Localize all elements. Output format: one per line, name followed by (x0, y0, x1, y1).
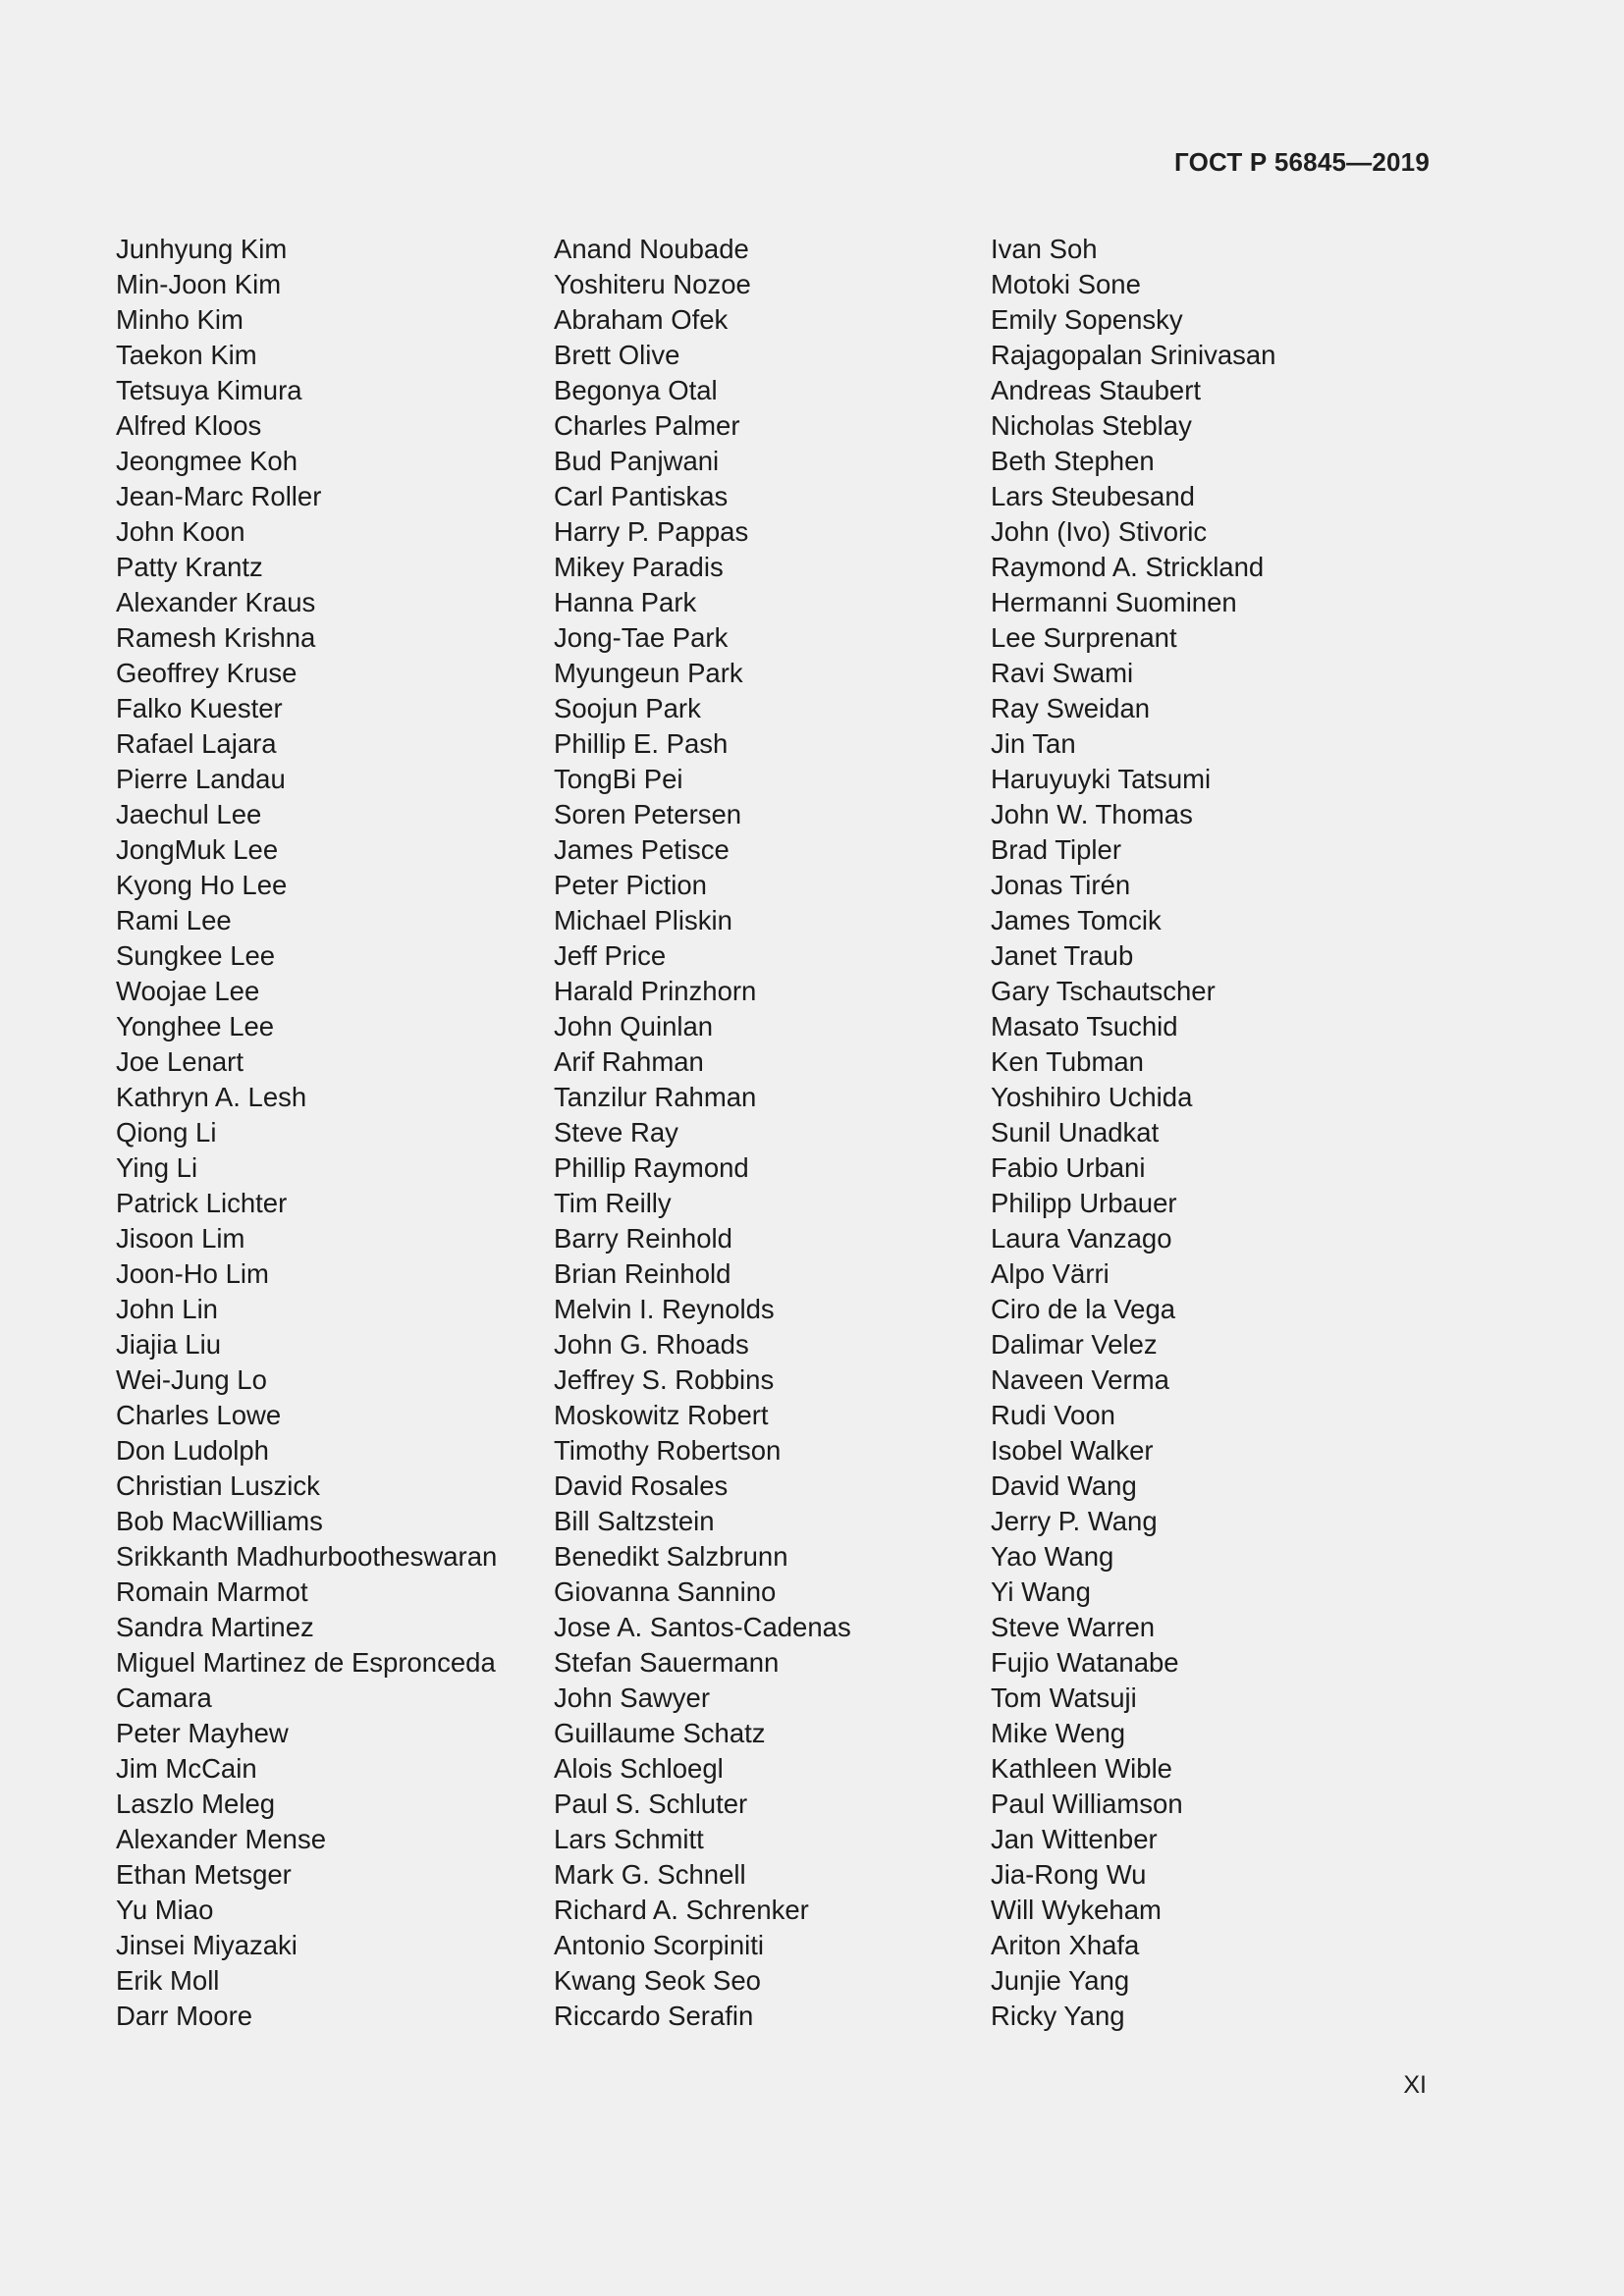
names-column-2 (554, 232, 851, 2034)
name-entry: Srikkanth Madhurbootheswaran (116, 1541, 498, 1572)
name-entry: Patty Krantz (116, 552, 263, 582)
name-entry: Alpo Värri (991, 1258, 1110, 1289)
name-entry: Mikey Paradis (554, 552, 724, 582)
name-entry: Ricky Yang (991, 2001, 1125, 2031)
name-entry: Miguel Martinez de Espronceda (116, 1647, 496, 1678)
name-entry: Soren Petersen (554, 799, 742, 829)
name-entry: Wei-Jung Lo (116, 1364, 267, 1395)
name-entry: Emily Sopensky (991, 304, 1183, 335)
name-entry: Lee Surprenant (991, 622, 1177, 653)
name-entry: Alexander Kraus (116, 587, 316, 617)
name-entry: Bud Panjwani (554, 446, 720, 476)
name-entry: Ray Sweidan (991, 693, 1151, 723)
name-entry: Stefan Sauermann (554, 1647, 780, 1678)
name-entry: Ravi Swami (991, 658, 1134, 688)
name-entry: Bob MacWilliams (116, 1506, 323, 1536)
page-number: XI (1403, 2071, 1427, 2099)
name-entry: Tim Reilly (554, 1188, 672, 1218)
name-entry: Minho Kim (116, 304, 244, 335)
name-entry: Yoshiteru Nozoe (554, 269, 751, 299)
name-entry: Sungkee Lee (116, 940, 276, 971)
name-entry: Jeffrey S. Robbins (554, 1364, 775, 1395)
name-entry: Romain Marmot (116, 1576, 308, 1607)
name-entry: Bill Saltzstein (554, 1506, 715, 1536)
name-entry: Phillip Raymond (554, 1152, 749, 1183)
name-entry: Raymond A. Strickland (991, 552, 1265, 582)
name-entry: Joon-Ho Lim (116, 1258, 269, 1289)
name-entry: Charles Lowe (116, 1400, 282, 1430)
name-entry: Tanzilur Rahman (554, 1082, 757, 1112)
name-entry: Camara (116, 1682, 212, 1713)
name-entry: Ken Tubman (991, 1046, 1144, 1077)
name-entry: James Petisce (554, 834, 730, 865)
name-entry: John (Ivo) Stivoric (991, 516, 1208, 547)
name-entry: Ying Li (116, 1152, 198, 1183)
name-entry: Riccardo Serafin (554, 2001, 754, 2031)
name-entry: Ivan Soh (991, 234, 1098, 264)
name-entry: Janet Traub (991, 940, 1134, 971)
name-entry: Mike Weng (991, 1718, 1126, 1748)
name-entry: David Wang (991, 1470, 1137, 1501)
name-entry: Haruyuyki Tatsumi (991, 764, 1212, 794)
name-entry: Begonya Otal (554, 375, 718, 405)
name-entry: Dalimar Velez (991, 1329, 1158, 1360)
name-entry: Lars Steubesand (991, 481, 1195, 511)
name-entry: Ramesh Krishna (116, 622, 316, 653)
name-entry: Brad Tipler (991, 834, 1121, 865)
name-entry: Joe Lenart (116, 1046, 244, 1077)
name-entry: JongMuk Lee (116, 834, 279, 865)
name-entry: Naveen Verma (991, 1364, 1169, 1395)
name-entry: Geoffrey Kruse (116, 658, 298, 688)
name-entry: David Rosales (554, 1470, 729, 1501)
name-entry: Moskowitz Robert (554, 1400, 769, 1430)
name-entry: John Koon (116, 516, 245, 547)
name-entry: Kyong Ho Lee (116, 870, 288, 900)
name-entry: Soojun Park (554, 693, 701, 723)
name-entry: TongBi Pei (554, 764, 683, 794)
name-entry: Anand Noubade (554, 234, 749, 264)
name-entry: Jean-Marc Roller (116, 481, 322, 511)
name-entry: Jia-Rong Wu (991, 1859, 1147, 1890)
name-entry: Min-Joon Kim (116, 269, 282, 299)
name-entry: Jisoon Lim (116, 1223, 245, 1254)
name-entry: Harry P. Pappas (554, 516, 749, 547)
name-entry: Isobel Walker (991, 1435, 1154, 1466)
name-entry: Jim McCain (116, 1753, 257, 1784)
name-entry: Jonas Tirén (991, 870, 1131, 900)
name-entry: Jose A. Santos-Cadenas (554, 1612, 851, 1642)
name-entry: Jeff Price (554, 940, 667, 971)
name-entry: John Quinlan (554, 1011, 714, 1041)
name-entry: Philipp Urbauer (991, 1188, 1177, 1218)
name-entry: Peter Mayhew (116, 1718, 289, 1748)
name-entry: Yoshihiro Uchida (991, 1082, 1193, 1112)
name-entry: Sandra Martinez (116, 1612, 314, 1642)
name-entry: Sunil Unadkat (991, 1117, 1160, 1148)
name-entry: Junjie Yang (991, 1965, 1130, 1996)
name-entry: Pierre Landau (116, 764, 286, 794)
name-entry: Falko Kuester (116, 693, 283, 723)
name-entry: Jong-Tae Park (554, 622, 729, 653)
name-entry: Woojae Lee (116, 976, 260, 1006)
name-entry: Christian Luszick (116, 1470, 320, 1501)
name-entry: Fabio Urbani (991, 1152, 1146, 1183)
name-entry: Junhyung Kim (116, 234, 288, 264)
name-entry: Brian Reinhold (554, 1258, 731, 1289)
name-entry: Alois Schloegl (554, 1753, 724, 1784)
name-entry: Abraham Ofek (554, 304, 729, 335)
name-entry: Darr Moore (116, 2001, 253, 2031)
name-entry: Charles Palmer (554, 410, 740, 441)
name-entry: Hanna Park (554, 587, 697, 617)
name-entry: Taekon Kim (116, 340, 257, 370)
name-entry: Gary Tschautscher (991, 976, 1216, 1006)
name-entry: Lars Schmitt (554, 1824, 704, 1854)
name-entry: Patrick Lichter (116, 1188, 288, 1218)
name-entry: Andreas Staubert (991, 375, 1202, 405)
name-entry: Yonghee Lee (116, 1011, 275, 1041)
name-entry: Brett Olive (554, 340, 680, 370)
name-entry: Alfred Kloos (116, 410, 262, 441)
name-entry: Will Wykeham (991, 1895, 1162, 1925)
name-entry: Masato Tsuchid (991, 1011, 1178, 1041)
name-entry: John G. Rhoads (554, 1329, 749, 1360)
name-entry: Phillip E. Pash (554, 728, 729, 759)
name-entry: Fujio Watanabe (991, 1647, 1179, 1678)
name-entry: Tom Watsuji (991, 1682, 1137, 1713)
name-entry: Don Ludolph (116, 1435, 269, 1466)
names-column-3 (991, 232, 1275, 2034)
name-entry: Mark G. Schnell (554, 1859, 746, 1890)
name-entry: James Tomcik (991, 905, 1162, 935)
name-entry: Steve Ray (554, 1117, 678, 1148)
name-entry: Jiajia Liu (116, 1329, 222, 1360)
names-column-1 (116, 232, 497, 2034)
name-entry: Ariton Xhafa (991, 1930, 1140, 1960)
name-entry: Nicholas Steblay (991, 410, 1192, 441)
name-entry: Jerry P. Wang (991, 1506, 1158, 1536)
name-entry: Tetsuya Kimura (116, 375, 302, 405)
document-header-standard: ГОСТ Р 56845—2019 (1174, 147, 1430, 177)
name-entry: Timothy Robertson (554, 1435, 782, 1466)
name-entry: Arif Rahman (554, 1046, 704, 1077)
name-entry: Jeongmee Koh (116, 446, 298, 476)
name-entry: John Sawyer (554, 1682, 710, 1713)
name-entry: Rudi Voon (991, 1400, 1115, 1430)
name-entry: Ciro de la Vega (991, 1294, 1176, 1324)
name-entry: Qiong Li (116, 1117, 217, 1148)
name-entry: Kathleen Wible (991, 1753, 1172, 1784)
name-entry: Laura Vanzago (991, 1223, 1172, 1254)
name-entry: Harald Prinzhorn (554, 976, 757, 1006)
name-entry: Alexander Mense (116, 1824, 327, 1854)
name-entry: Jan Wittenber (991, 1824, 1158, 1854)
name-entry: Guillaume Schatz (554, 1718, 766, 1748)
name-entry: Melvin I. Reynolds (554, 1294, 775, 1324)
name-entry: Steve Warren (991, 1612, 1156, 1642)
name-entry: Rajagopalan Srinivasan (991, 340, 1276, 370)
name-entry: Richard A. Schrenker (554, 1895, 809, 1925)
name-entry: Barry Reinhold (554, 1223, 732, 1254)
name-entry: Hermanni Suominen (991, 587, 1237, 617)
name-entry: Yao Wang (991, 1541, 1114, 1572)
name-entry: Motoki Sone (991, 269, 1141, 299)
name-entry: Yu Miao (116, 1895, 214, 1925)
name-entry: John W. Thomas (991, 799, 1193, 829)
name-entry: Antonio Scorpiniti (554, 1930, 765, 1960)
name-entry: Myungeun Park (554, 658, 743, 688)
name-entry: John Lin (116, 1294, 218, 1324)
name-entry: Laszlo Meleg (116, 1789, 276, 1819)
name-entry: Jin Tan (991, 728, 1076, 759)
name-entry: Rafael Lajara (116, 728, 277, 759)
name-entry: Yi Wang (991, 1576, 1091, 1607)
name-entry: Carl Pantiskas (554, 481, 729, 511)
name-entry: Jaechul Lee (116, 799, 262, 829)
name-entry: Erik Moll (116, 1965, 220, 1996)
name-entry: Michael Pliskin (554, 905, 732, 935)
name-entry: Giovanna Sannino (554, 1576, 777, 1607)
name-entry: Benedikt Salzbrunn (554, 1541, 788, 1572)
name-entry: Peter Piction (554, 870, 707, 900)
name-entry: Kwang Seok Seo (554, 1965, 761, 1996)
name-entry: Jinsei Miyazaki (116, 1930, 298, 1960)
name-entry: Kathryn A. Lesh (116, 1082, 307, 1112)
name-entry: Paul Williamson (991, 1789, 1183, 1819)
name-entry: Paul S. Schluter (554, 1789, 748, 1819)
name-entry: Rami Lee (116, 905, 232, 935)
name-entry: Ethan Metsger (116, 1859, 292, 1890)
name-entry: Beth Stephen (991, 446, 1155, 476)
